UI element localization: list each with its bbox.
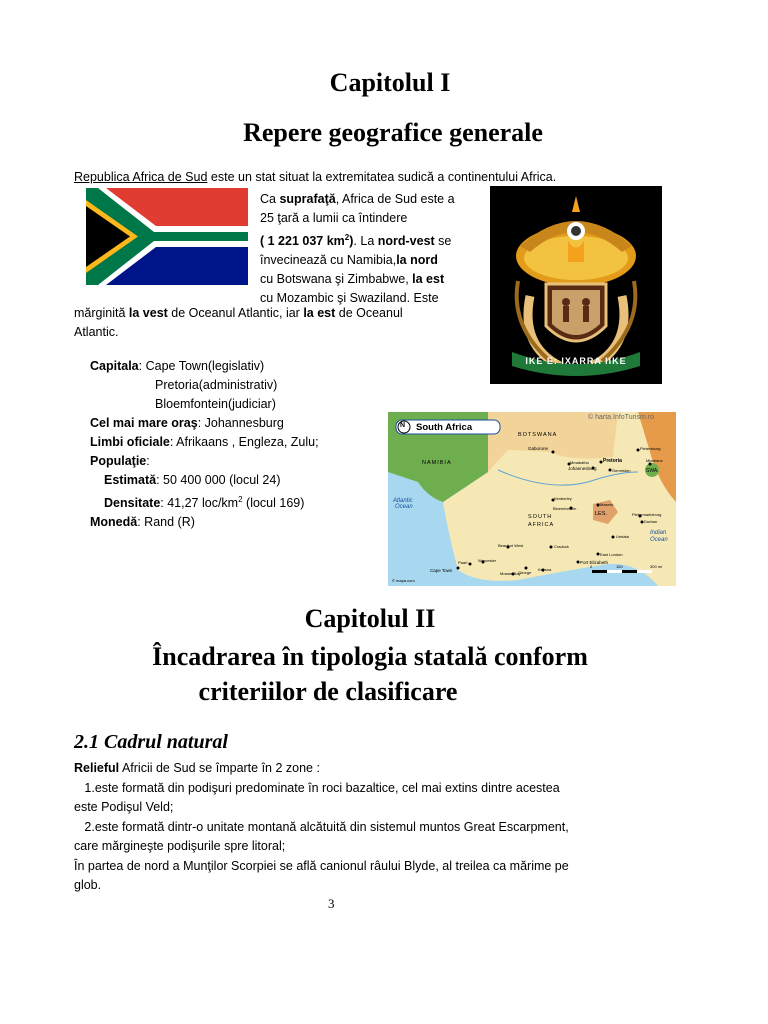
fact-largest-city — [90, 414, 319, 433]
map-credit: © harta.InfoTurism.ro — [588, 414, 654, 421]
city-knysna: Knysna — [538, 567, 552, 572]
relief-line — [74, 759, 569, 779]
text-span: ) — [349, 234, 354, 249]
fact-value: : 50 400 000 (locul 24) — [156, 473, 281, 487]
city-port-elizabeth: Port Elizabeth — [580, 560, 609, 565]
label-africa: AFRICA — [528, 522, 555, 528]
fact-label: Estimată — [104, 473, 157, 487]
fact-value: : — [146, 454, 150, 468]
text-span: cu Botswana şi Zimbabwe, — [260, 272, 413, 287]
city-mmabatho: Mmabatho — [570, 460, 589, 465]
fact-value: (locul 169) — [242, 496, 305, 511]
zone-1-line-2: este Podişul Veld; — [74, 800, 174, 814]
canyon-line-1: În partea de nord a Munţilor Scorpiei se află canionul râului Blyde, al treilea ca mărime pe — [74, 858, 569, 873]
label-namibia: NAMIBIA — [422, 460, 452, 466]
text-bold: la vest — [128, 306, 168, 320]
section-heading: 2.1 Cadrul natural — [74, 731, 228, 753]
label-atlantic: Atlantic — [393, 498, 413, 504]
page-number: 3 — [328, 896, 335, 911]
flag-icon — [86, 188, 248, 285]
superscript: 2 — [344, 233, 350, 242]
fact-value: : 41,27 loc/km — [160, 496, 239, 511]
canyon-line-2: glob. — [74, 878, 102, 892]
fact-estimate — [90, 471, 319, 490]
text-span: , Africa de Sud este a — [335, 192, 455, 206]
zone-2-line-2: care mărgineşte podişurile spre litoral; — [74, 839, 286, 853]
surface-paragraph-continued — [74, 304, 403, 342]
relief-text: Africii de Sud se împarte în 2 zone : — [119, 761, 320, 775]
fact-languages — [90, 433, 319, 452]
chapter-2-title: Capitolul II — [304, 604, 436, 633]
fact-label: Cel mai mare oraş — [90, 416, 198, 430]
map-graphic — [388, 412, 676, 586]
city-east-london: East London — [600, 552, 623, 557]
fact-label: Capitala — [90, 359, 139, 373]
city-johannesburg: Johannesburg — [568, 466, 597, 471]
surface-paragraph — [260, 190, 455, 308]
label-indian-ocean: Ocean — [650, 537, 668, 543]
text-line: Atlantic. — [74, 325, 119, 339]
fact-label: Populaţie — [90, 454, 147, 468]
intro-link[interactable]: Republica Africa de Sud — [74, 170, 208, 184]
label-lesotho: LES. — [595, 511, 607, 517]
city-cradock: Cradock — [554, 544, 569, 549]
city-durban: Durban — [644, 519, 658, 524]
fact-value: : Johannesburg — [197, 416, 284, 430]
superscript: 2 — [238, 495, 243, 504]
text-bold: la nord — [396, 253, 438, 268]
map-footer: © mapa.com — [392, 578, 415, 583]
city-mossel-bay: Mossel Bay — [500, 571, 521, 576]
text-span: de Oceanul Atlantic, iar — [167, 306, 304, 320]
city-pretoria: Pretoria — [603, 458, 622, 464]
south-africa-map — [388, 412, 676, 586]
intro-paragraph — [74, 168, 556, 187]
south-africa-flag — [86, 188, 248, 285]
fact-label: Limbi oficiale — [90, 435, 170, 449]
facts-list — [90, 357, 319, 532]
fact-population — [90, 452, 319, 471]
compass-icon: N — [400, 422, 406, 429]
city-pietermaritzburg: Pietermaritzburg — [632, 512, 662, 517]
zone-1-line-1: 1.este formată din podişuri predominate în roci bazaltice, cel mai extins dintre acestea — [74, 780, 560, 795]
label-south: SOUTH — [528, 514, 553, 520]
fact-label: Densitate — [104, 496, 161, 511]
fact-capital — [90, 357, 319, 376]
fact-capital-3: Bloemfontein(judiciar) — [155, 397, 276, 411]
text-span: se — [434, 234, 452, 249]
text-bold: nord-vest — [377, 234, 435, 249]
city-pietersburg: Pietersburg — [640, 446, 661, 451]
chapter-2-line-1: Încadrarea în tipologia statală conform — [152, 642, 588, 671]
area-value — [260, 234, 353, 248]
coat-of-arms-motto: IKE E: IXARRA IIKE — [525, 356, 627, 366]
text-span: . La — [353, 234, 378, 249]
city-beaufort-west: Beaufort West — [498, 543, 524, 548]
fact-value: : Rand (R) — [137, 515, 195, 530]
label-atlantic-ocean: Ocean — [395, 504, 413, 510]
text-line: 25 ţară a lumii ca întindere — [260, 211, 408, 225]
scale-300: 300 mi — [650, 564, 663, 569]
city-mbabane: Mbabane — [646, 458, 663, 463]
label-botswana: BOTSWANA — [518, 432, 558, 438]
text-span: de Oceanul — [335, 306, 403, 320]
intro-text: este un stat situat la extremitatea sudică a continentului Africa. — [207, 170, 557, 184]
fact-value: : Cape Town(legislativ) — [138, 359, 265, 373]
text-bold: la est — [412, 272, 445, 287]
fact-currency — [90, 513, 319, 532]
text-line: cu Mozambic şi Swaziland. Este — [260, 291, 439, 306]
text-span: ( 1 221 037 km — [260, 234, 345, 249]
city-kimberley: Kimberley — [554, 496, 572, 501]
fact-density — [90, 490, 319, 513]
city-cape-town: Cape Town — [430, 568, 453, 573]
map-title: South Africa — [416, 422, 473, 433]
coat-of-arms-icon — [490, 186, 662, 384]
label-swaziland: SWA. — [646, 468, 659, 474]
scale-0: 0 — [590, 564, 593, 569]
section-body — [74, 759, 569, 896]
relief-label: Relieful — [74, 761, 120, 775]
city-germiston: Germiston — [612, 468, 631, 473]
city-gaborone: Gaborone — [528, 446, 549, 451]
fact-label: Monedă — [90, 515, 138, 530]
text-bold: suprafaţă — [279, 192, 336, 206]
chapter-1-subtitle: Repere geografice generale — [243, 118, 543, 147]
label-indian: Indian — [650, 530, 667, 536]
city-worcester: Worcester — [478, 558, 497, 563]
coat-of-arms — [490, 186, 662, 384]
chapter-2-line-2: criteriilor de clasificare — [198, 677, 458, 706]
text-bold: la est — [303, 306, 336, 320]
city-maseru: Maseru — [600, 502, 614, 507]
text-span: mărginită — [74, 306, 129, 320]
chapter-1-title: Capitolul I — [329, 68, 451, 97]
zone-2-line-1: 2.este formată dintr-o unitate montană alcătuită din sistemul muntos Great Escarpment, — [74, 819, 569, 834]
city-umtata: Umtata — [616, 534, 629, 539]
fact-value: : Afrikaans , Engleza, Zulu; — [169, 435, 319, 449]
text-span: Ca — [260, 192, 280, 206]
city-george: George — [518, 570, 532, 575]
city-paarl: Paarl — [458, 560, 468, 565]
text-span: învecinează cu Namibia, — [260, 253, 397, 268]
city-bloemfontein: Bloemfontein — [553, 506, 577, 511]
fact-capital-2: Pretoria(administrativ) — [155, 378, 278, 392]
scale-150: 150 — [616, 564, 623, 569]
